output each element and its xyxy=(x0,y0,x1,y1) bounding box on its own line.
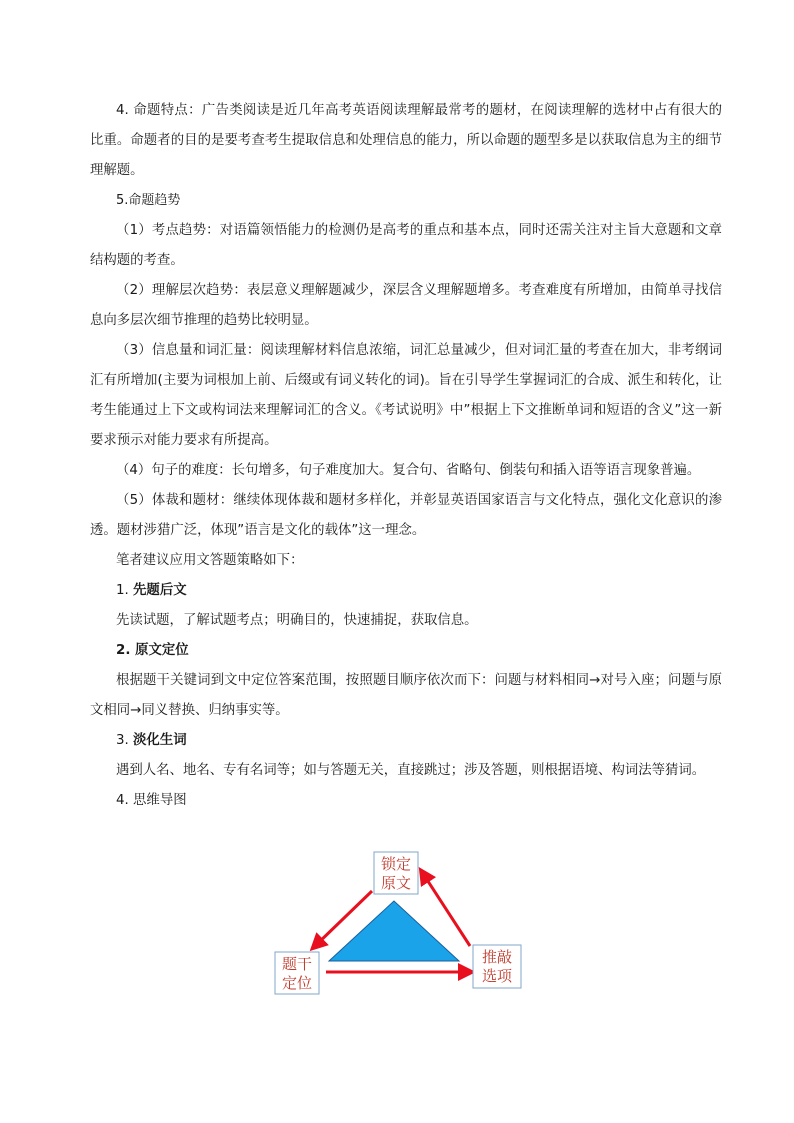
strategy-1-number: 1. xyxy=(116,583,129,598)
box-lock-original xyxy=(374,852,418,894)
box-stem-locate xyxy=(275,952,319,994)
center-triangle xyxy=(329,901,459,961)
paragraph-trend-3: （3）信息量和词汇量：阅读理解材料信息浓缩，词汇总量减少，但对词汇量的考查在加大，非考纲词汇有所增加(主要为词根加上前、后缀或有词义转化的词)。旨在引导学生掌握词汇的合成、派生和转化，让考生能通过上下文或构词法来理解词汇的含义。《考试说明》中”根据上下文推断单词和短语的含义”这一新要求预示对能力要求有所提高。 xyxy=(90,343,722,448)
heading-question-trends: 5.命题趋势 xyxy=(116,193,181,208)
box-weigh-options-line2: 选项 xyxy=(481,967,513,985)
strategy-1-heading xyxy=(90,576,722,606)
mind-map-diagram xyxy=(270,848,530,1000)
paragraph-trend-1: （1）考点趋势：对语篇领悟能力的检测仍是高考的重点和基本点，同时还需关注对主旨大意题和文章结构题的考查。 xyxy=(90,223,722,268)
strategy-3-body: 遇到人名、地名、专有名词等；如与答题无关，直接跳过；涉及答题，则根据语境、构词法等猜词。 xyxy=(116,763,706,778)
box-lock-original-line2: 原文 xyxy=(380,874,412,892)
strategy-4-heading: 4. 思维导图 xyxy=(116,793,187,808)
box-lock-original-line1: 锁定 xyxy=(380,855,412,873)
strategy-2-heading: 2. 原文定位 xyxy=(116,643,189,658)
strategy-3-title: 淡化生词 xyxy=(133,733,187,748)
paragraph-trend-2: （2）理解层次趋势：表层意义理解题减少，深层含义理解题增多。考查难度有所增加，由简单寻找信息向多层次细节推理的趋势比较明显。 xyxy=(90,283,722,328)
strategy-1-body: 先读试题，了解试题考点；明确目的，快速捕捉，获取信息。 xyxy=(116,613,478,628)
paragraph-strategy-intro: 笔者建议应用文答题策略如下： xyxy=(116,553,304,568)
paragraph-question-features: 4. 命题特点：广告类阅读是近几年高考英语阅读理解最常考的题材，在阅读理解的选材中占有很大的比重。命题者的目的是要考查考生提取信息和处理信息的能力，所以命题的题型多是以获取信息为主的细节理解题。 xyxy=(90,103,722,178)
paragraph-trend-5: （5）体裁和题材：继续体现体裁和题材多样化，并彰显英语国家语言与文化特点，强化文化意识的渗透。题材涉猎广泛，体现”语言是文化的载体”这一理念。 xyxy=(90,493,722,538)
box-weigh-options xyxy=(473,945,521,988)
box-stem-locate-line2: 定位 xyxy=(281,974,313,992)
strategy-3-number: 3. xyxy=(116,733,129,748)
document-body xyxy=(90,96,722,816)
strategy-2-body: 根据题干关键词到文中定位答案范围，按照题目顺序依次而下：问题与材料相同→对号入座；问题与原文相同→同义替换、归纳事实等。 xyxy=(90,673,722,718)
box-weigh-options-line1: 推敲 xyxy=(481,948,513,966)
strategy-3-heading xyxy=(90,726,722,756)
paragraph-trend-4: （4）句子的难度：长句增多，句子难度加大。复合句、省略句、倒装句和插入语等语言现象普遍。 xyxy=(116,463,701,478)
strategy-1-title: 先题后文 xyxy=(133,583,187,598)
box-stem-locate-line1: 题干 xyxy=(281,955,313,973)
